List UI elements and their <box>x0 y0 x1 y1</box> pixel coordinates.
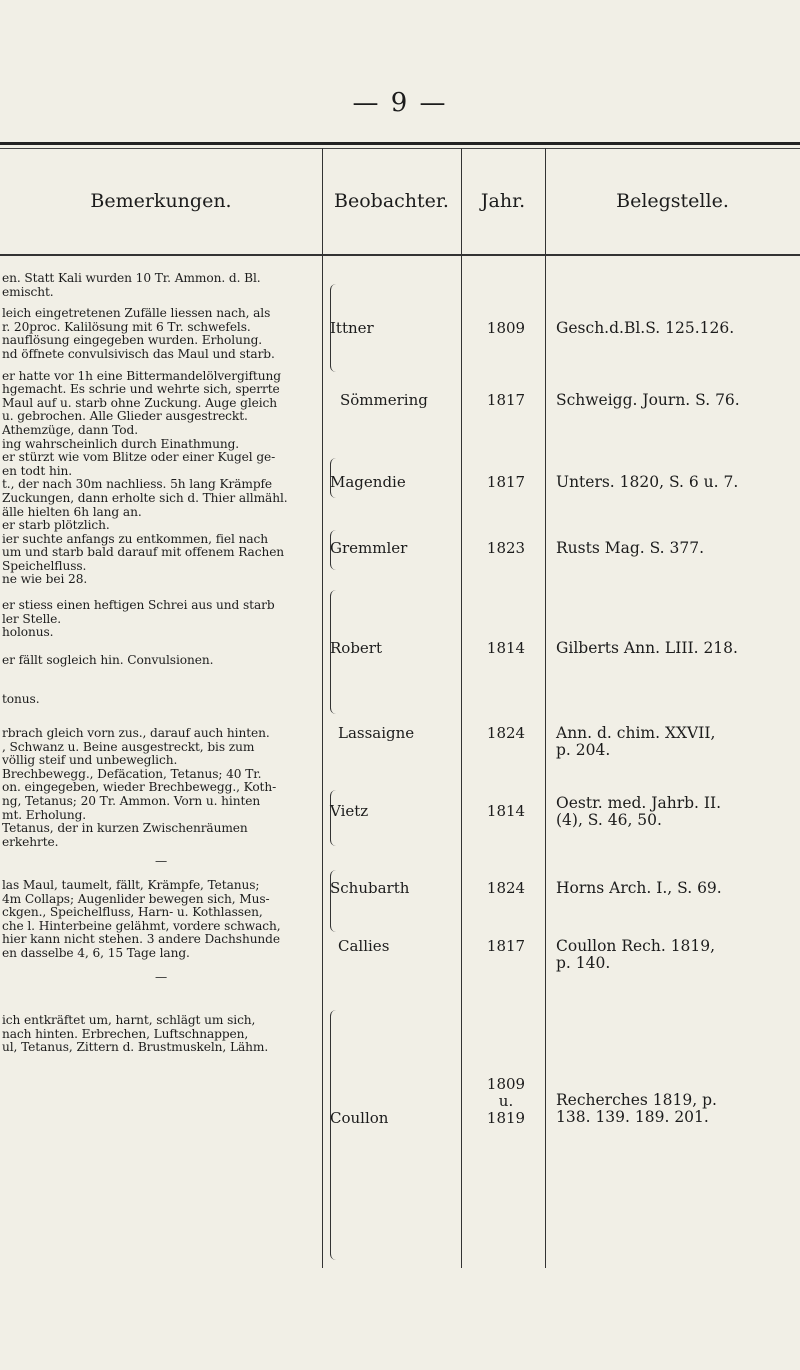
remark-14: ich entkräftet um, harnt, schlägt um sich, nach hinten. Erbrechen, Luftschnappen, ul, Tetanus, Zittern d. Brustmuskeln, Lähm. <box>2 1013 269 1055</box>
observer-1: Ittner <box>330 319 374 337</box>
observer-2: Sömmering <box>340 391 428 409</box>
header-source: Belegstelle. <box>616 190 729 212</box>
remark-7: er stiess einen heftigen Schrei aus und starb ler Stelle. holonus. <box>2 598 275 640</box>
header-year: Jahr. <box>480 190 526 212</box>
remark-6: ier suchte anfangs zu entkommen, fiel nach um und starb bald darauf mit offenem Rachen Speichelfluss. ne wie bei 28. <box>2 531 285 587</box>
year-8: 1824 <box>486 879 526 897</box>
observer-7: Vietz <box>330 802 369 820</box>
top-rule-thin <box>0 148 800 149</box>
column-divider-2 <box>461 148 462 1268</box>
year-2: 1817 <box>486 391 526 409</box>
year-5: 1814 <box>486 639 526 657</box>
remark-13: — <box>154 969 168 984</box>
remark-3: er hatte vor 1h eine Bittermandelölvergiftung hgemacht. Es schrie und wehrte sich, sperrte Maul auf u. starb ohne Zuckung. Auge gleich u. gebrochen. Alle Glieder ausgestreckt. Athemzüge, dann Tod. <box>2 368 281 437</box>
year-7: 1814 <box>486 802 526 820</box>
remark-8: er fällt sogleich hin. Convulsionen. <box>2 652 214 667</box>
source-8: Horns Arch. I., S. 69. <box>556 879 722 897</box>
header-remarks: Bemerkungen. <box>90 190 232 212</box>
year-9: 1817 <box>486 937 526 955</box>
remark-1: en. Statt Kali wurden 10 Tr. Ammon. d. Bl. emischt. <box>2 271 261 299</box>
year-1: 1809 <box>486 319 526 337</box>
remark-2: leich eingetretenen Zufälle liessen nach, als r. 20proc. Kalilösung mit 6 Tr. schwefels. nauflösung eingegeben wurden. Erholung. nd öffnete convulsivisch das Maul und starb. <box>2 306 275 361</box>
source-5: Gilberts Ann. LIII. 218. <box>556 639 738 657</box>
observer-10: Coullon <box>330 1109 389 1127</box>
column-divider-3 <box>545 148 546 1268</box>
remark-12: las Maul, taumelt, fällt, Krämpfe, Tetanus; 4m Collaps; Augenlider bewegen sich, Mus- ckgen., Speichelfluss, Harn- u. Kothlassen, che l. Hinterbeine gelähmt, vordere schwach, hier kann nicht stehen. 3 andere Dachshunde en dasselbe 4, 6, 15 Tage lang. <box>2 877 281 960</box>
observer-9: Callies <box>338 937 390 955</box>
remark-5: t., der nach 30m nachliess. 5h lang Krämpfe Zuckungen, dann erholte sich d. Thier allmähl. älle hielten 6h lang an. er starb plötzlich. <box>2 477 288 533</box>
observer-4: Gremmler <box>330 539 408 557</box>
header-rule <box>0 254 800 256</box>
source-4: Rusts Mag. S. 377. <box>556 539 705 557</box>
observer-8: Schubarth <box>330 879 410 897</box>
page-number: — 9 — <box>352 88 448 118</box>
remark-10: rbrach gleich vorn zus., darauf auch hinten. , Schwanz u. Beine ausgestreckt, bis zum völlig steif und unbeweglich. Brechbewegg., Defäcation, Tetanus; 40 Tr. on. eingegeben, wieder Brechbewegg., Koth- ng, Tetanus; 20 Tr. Ammon. Vorn u. hinten mt. Erholung. Tetanus, der in kurzen Zwischenräumen erkehrte. <box>2 726 277 849</box>
source-9: Coullon Rech. 1819, p. 140. <box>556 937 716 972</box>
top-rule <box>0 142 800 145</box>
source-3: Unters. 1820, S. 6 u. 7. <box>556 473 739 491</box>
source-1: Gesch.d.Bl.S. 125.126. <box>556 319 735 337</box>
year-6: 1824 <box>486 724 526 742</box>
remark-4: ing wahrscheinlich durch Einathmung. er stürzt wie vom Blitze oder einer Kugel ge- en todt hin. <box>2 436 276 478</box>
remark-9: tonus. <box>2 692 40 707</box>
year-3: 1817 <box>486 473 526 491</box>
source-7: Oestr. med. Jahrb. II. (4), S. 46, 50. <box>556 794 722 829</box>
observer-3: Magendie <box>330 473 406 491</box>
remarks-column <box>2 272 320 1055</box>
column-divider-1 <box>322 148 323 1268</box>
year-10: 1809 u. 1819 <box>486 1075 526 1127</box>
remark-11: — <box>154 854 168 869</box>
year-4: 1823 <box>486 539 526 557</box>
observer-5: Robert <box>330 639 383 657</box>
brace-10 <box>330 1010 339 1260</box>
observer-6: Lassaigne <box>338 724 415 742</box>
source-6: Ann. d. chim. XXVII, p. 204. <box>556 724 716 759</box>
source-10: Recherches 1819, p. 138. 139. 189. 201. <box>556 1091 717 1126</box>
source-2: Schweigg. Journ. S. 76. <box>556 391 740 409</box>
header-observer: Beobachter. <box>334 190 449 212</box>
